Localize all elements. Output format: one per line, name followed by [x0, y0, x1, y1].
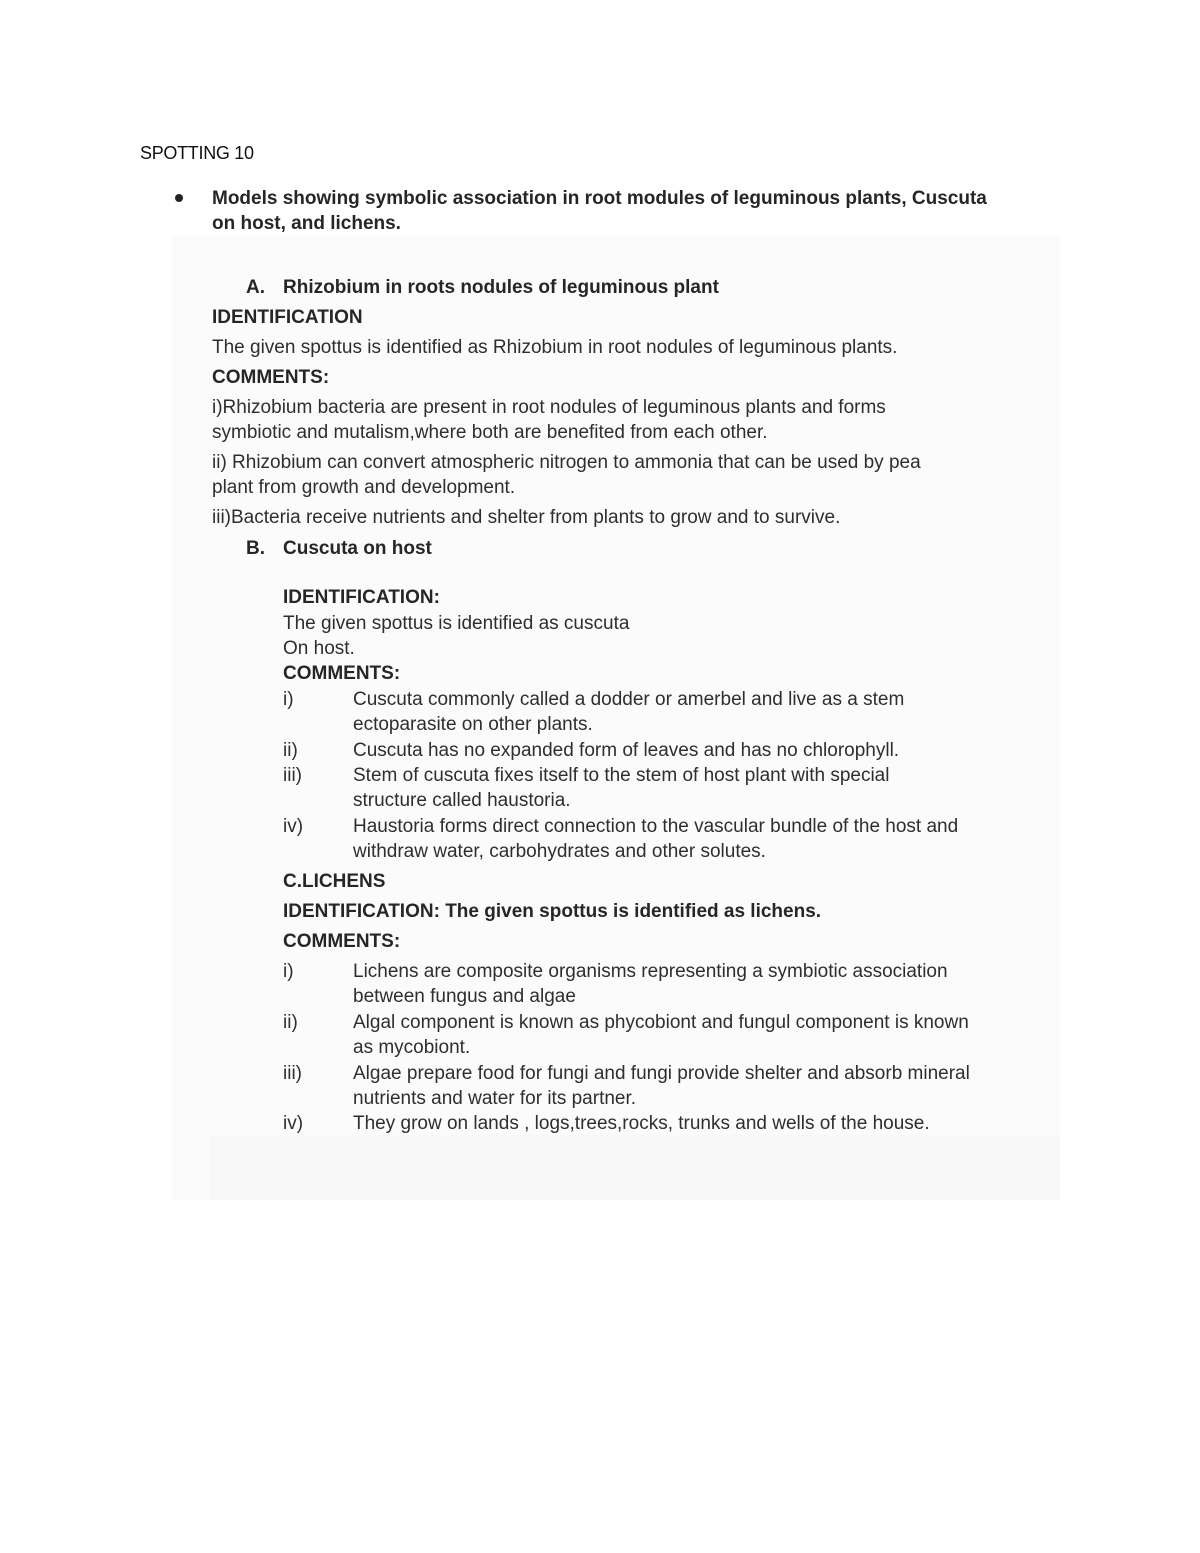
- intro-line-1: Models showing symbolic association in root modules of leguminous plants, Cuscuta: [212, 188, 987, 209]
- section-c-comment-3-line-2: nutrients and water for its partner.: [353, 1088, 637, 1109]
- section-c-identification-text: The given spottus is identified as lichens.: [445, 901, 822, 922]
- intro-line-2: on host, and lichens.: [212, 213, 401, 234]
- section-b-title: Cuscuta on host: [283, 538, 432, 559]
- section-b-comment-3-line-1: Stem of cuscuta fixes itself to the stem of host plant with special: [353, 765, 890, 786]
- section-c-comment-1-number: i): [283, 961, 294, 982]
- section-a-comments-label: COMMENTS:: [212, 367, 330, 388]
- section-c-comment-3-number: iii): [283, 1063, 302, 1084]
- section-a-comment-1-line-2: symbiotic and mutalism,where both are benefited from each other.: [212, 422, 768, 443]
- section-b-identification-line-1: The given spottus is identified as cuscuta: [283, 613, 630, 634]
- section-b-comment-2-number: ii): [283, 740, 298, 761]
- section-c-comment-3-line-1: Algae prepare food for fungi and fungi provide shelter and absorb mineral: [353, 1063, 970, 1084]
- section-a-title: Rhizobium in roots nodules of leguminous plant: [283, 277, 719, 298]
- section-a-marker: A.: [246, 277, 265, 298]
- section-b-comment-4-line-1: Haustoria forms direct connection to the vascular bundle of the host and: [353, 816, 959, 837]
- shaded-content-tail: [210, 1135, 1060, 1200]
- section-c-identification: [283, 899, 821, 924]
- section-c-comment-2-line-2: as mycobiont.: [353, 1037, 471, 1058]
- section-b-comment-3-number: iii): [283, 765, 302, 786]
- section-a-comment-2-line-2: plant from growth and development.: [212, 477, 516, 498]
- section-b-comment-3-line-2: structure called haustoria.: [353, 790, 571, 811]
- section-b-comment-2-line-1: Cuscuta has no expanded form of leaves and has no chlorophyll.: [353, 740, 900, 761]
- section-b-comment-1-number: i): [283, 689, 294, 710]
- section-c-comment-2-number: ii): [283, 1012, 298, 1033]
- section-a-comment-3-line-1: iii)Bacteria receive nutrients and shelter from plants to grow and to survive.: [212, 507, 841, 528]
- section-a-comment-1-line-1: i)Rhizobium bacteria are present in root nodules of leguminous plants and forms: [212, 397, 886, 418]
- section-c-comment-4-number: iv): [283, 1113, 304, 1134]
- section-a-comment-2-line-1: ii) Rhizobium can convert atmospheric nitrogen to ammonia that can be used by pea: [212, 452, 921, 473]
- section-c-comment-4-line-1: They grow on lands , logs,trees,rocks, trunks and wells of the house.: [353, 1113, 930, 1134]
- section-b-comment-1-line-1: Cuscuta commonly called a dodder or amerbel and live as a stem: [353, 689, 905, 710]
- section-b-comment-1-line-2: ectoparasite on other plants.: [353, 714, 593, 735]
- section-b-identification-line-2: On host.: [283, 638, 355, 659]
- bullet-icon: [175, 194, 183, 202]
- section-b-marker: B.: [246, 538, 265, 559]
- page-title: SPOTTING 10: [140, 143, 254, 163]
- section-a-identification-label: IDENTIFICATION: [212, 307, 363, 328]
- section-c-identification-label: IDENTIFICATION:: [283, 901, 440, 922]
- section-a-identification-text: The given spottus is identified as Rhizobium in root nodules of leguminous plants.: [212, 337, 898, 358]
- section-c-comment-1-line-2: between fungus and algae: [353, 986, 576, 1007]
- section-b-comment-4-number: iv): [283, 816, 304, 837]
- section-c-title: C.LICHENS: [283, 871, 386, 892]
- section-b-comments-label: COMMENTS:: [283, 663, 401, 684]
- section-b-identification-label: IDENTIFICATION:: [283, 587, 440, 608]
- section-c-comment-1-line-1: Lichens are composite organisms representing a symbiotic association: [353, 961, 948, 982]
- section-c-comments-label: COMMENTS:: [283, 931, 401, 952]
- section-b-comment-4-line-2: withdraw water, carbohydrates and other solutes.: [353, 841, 766, 862]
- section-c-comment-2-line-1: Algal component is known as phycobiont and fungul component is known: [353, 1012, 969, 1033]
